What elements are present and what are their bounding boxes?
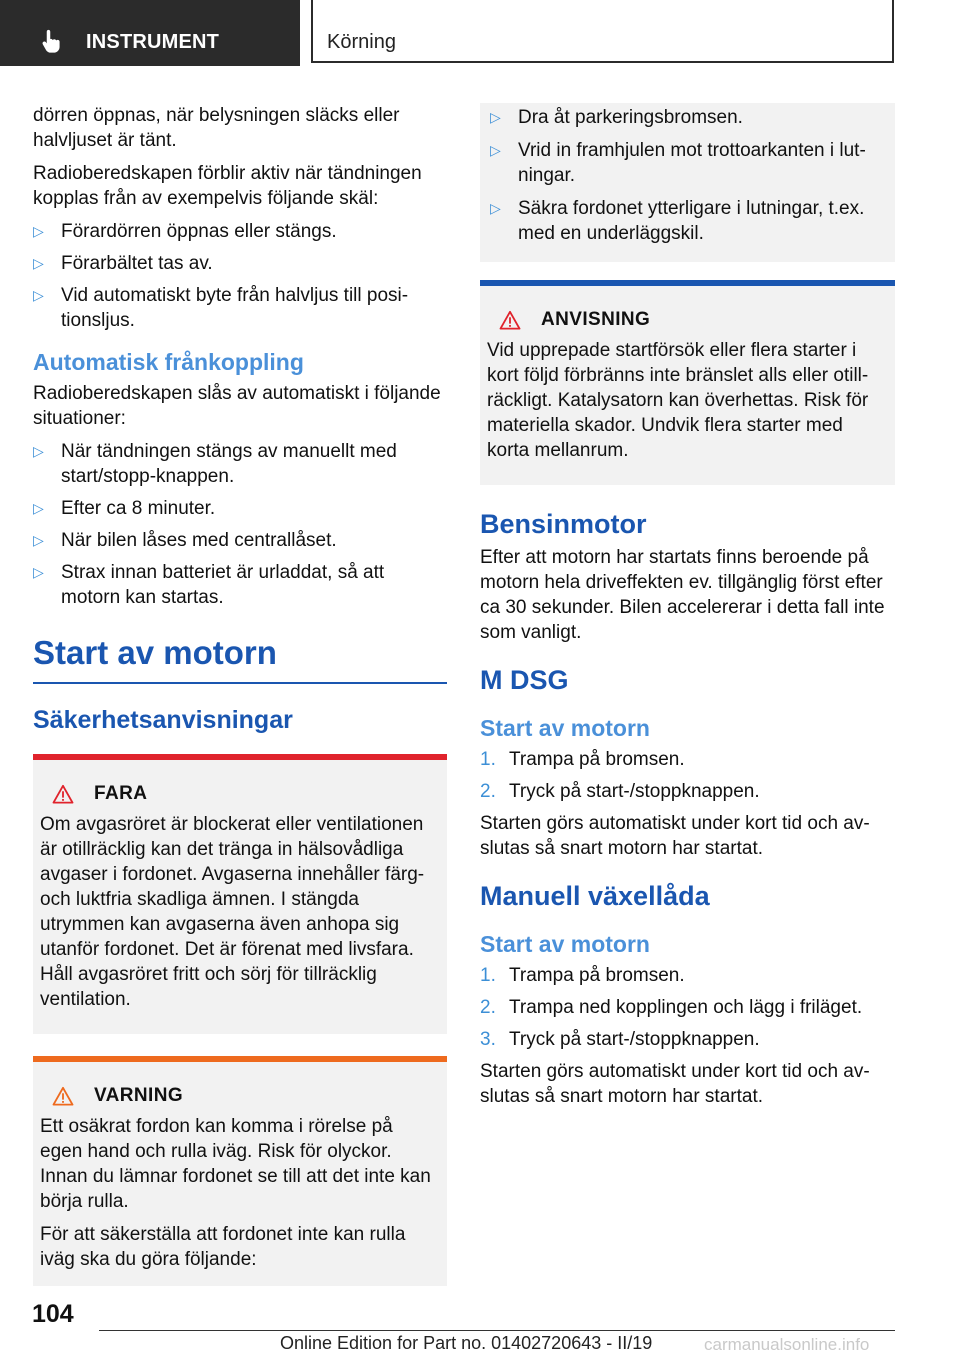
- hand-pointer-icon: [38, 27, 66, 55]
- danger-notice: [33, 754, 447, 1034]
- page-header: [0, 0, 960, 66]
- triangle-bullet-icon: ▷: [33, 564, 44, 580]
- list-item: 2. Tryck på start-/stoppknappen.: [480, 781, 760, 802]
- page-number: 104: [32, 1300, 74, 1328]
- reasons-list: [33, 219, 447, 333]
- list-item: ▷ Strax innan batteriet är urladdat, så att motorn kan startas.: [33, 562, 385, 608]
- m-dsg-steps: [480, 747, 895, 804]
- danger-title: FARA: [94, 783, 148, 804]
- info-text: Vid upprepade startförsök eller flera starter i kort följd förbränns inte bränslet alls eller otillräckligt. Katalysatorn kan överhettas. Risk för materiella skador. Undvik flera starter med korta mellanrum.: [487, 340, 869, 461]
- list-item: 2. Trampa ned kopplingen och lägg i friläget.: [480, 997, 863, 1018]
- continued-list: [490, 105, 885, 246]
- list-item: ▷ Säkra fordonet ytterligare i lutningar, t.ex. med en underläggskil.: [490, 198, 865, 244]
- edition-text: Online Edition for Part no. 01402720643 - II/19: [280, 1333, 653, 1353]
- intro-paragraph-1: dörren öppnas, när belysningen släcks eller halvljuset är tänt.: [33, 105, 400, 151]
- triangle-bullet-icon: ▷: [33, 223, 44, 239]
- watermark: carmanualsonline.info: [704, 1335, 870, 1354]
- triangle-bullet-icon: ▷: [490, 109, 501, 125]
- triangle-bullet-icon: ▷: [490, 142, 501, 158]
- right-column: [480, 103, 895, 1117]
- list-item: ▷ Vrid in framhjulen mot trottoarkanten i lutningar.: [490, 140, 866, 186]
- list-item: ▷ Dra åt parkeringsbromsen.: [490, 107, 743, 128]
- list-item: ▷ Förarbältet tas av.: [33, 253, 213, 274]
- warning-triangle-icon: [52, 784, 74, 804]
- triangle-bullet-icon: ▷: [33, 443, 44, 459]
- list-item: ▷ Förardörren öppnas eller stängs.: [33, 221, 337, 242]
- list-item: ▷ Efter ca 8 minuter.: [33, 498, 216, 519]
- section-tab: [0, 0, 300, 66]
- triangle-bullet-icon: ▷: [33, 500, 44, 516]
- warning-triangle-icon: [499, 310, 521, 330]
- danger-text: Om avgasröret är blockerat eller ventilationen är otillräcklig kan det tränga in hälsovådliga avgaser i fordonet. Avgaserna innehåller färg- och luktfria skadliga ämnen. I stängda utrymmen kan avgaserna även anhopa sig utanför fordonet. Det är förenat med livsfara. Håll avgasröret fritt och sörj för tillräcklig ventilation.: [40, 814, 425, 1010]
- heading-manual-start: Start av motorn: [480, 931, 650, 957]
- info-title: ANVISNING: [541, 309, 651, 330]
- m-dsg-paragraph: Starten görs automatiskt under kort tid och avslutas så snart motorn har startat.: [480, 813, 870, 859]
- list-item: 1. Trampa på bromsen.: [480, 965, 685, 986]
- warning-title: VARNING: [94, 1085, 184, 1106]
- auto-list: [33, 439, 447, 610]
- manual-steps: [480, 963, 895, 1052]
- heading-petrol-engine: Bensinmotor: [480, 509, 647, 539]
- section-label: INSTRUMENT: [86, 31, 220, 53]
- info-notice: [480, 280, 895, 485]
- manual-paragraph: Starten görs automatiskt under kort tid och avslutas så snart motorn har startat.: [480, 1061, 870, 1107]
- intro-paragraph-2: Radioberedskapen förblir aktiv när tändningen kopplas från av exempelvis följande skäl:: [33, 163, 422, 209]
- warning-text-2: För att säkerställa att fordonet inte kan rulla iväg ska du göra följande:: [40, 1224, 406, 1270]
- warning-text-1: Ett osäkrat fordon kan komma i rörelse på egen hand och rulla iväg. Risk för olyckor. Innan du lämnar fordonet se till att det inte kan börja rulla.: [40, 1116, 431, 1212]
- left-column: [33, 103, 447, 1298]
- list-item: ▷ När bilen låses med centrallåset.: [33, 530, 337, 551]
- warning-triangle-icon: [52, 1086, 74, 1106]
- heading-automatic-shutoff: Automatisk frånkoppling: [33, 349, 304, 375]
- list-item: ▷ Vid automatiskt byte från halvljus till positionsljus.: [33, 285, 409, 331]
- list-item: ▷ När tändningen stängs av manuellt med start/stopp-knappen.: [33, 441, 397, 487]
- list-item: 3. Tryck på start-/stoppknappen.: [480, 1029, 760, 1050]
- heading-start-engine: Start av motorn: [33, 632, 447, 684]
- heading-m-dsg: M DSG: [480, 665, 569, 695]
- chapter-label: Körning: [327, 31, 396, 53]
- warning-notice: [33, 1056, 447, 1286]
- heading-manual-gearbox: Manuell växellåda: [480, 881, 710, 911]
- auto-paragraph: Radioberedskapen slås av automatiskt i följande situationer:: [33, 383, 441, 429]
- triangle-bullet-icon: ▷: [33, 287, 44, 303]
- heading-m-dsg-start: Start av motorn: [480, 715, 650, 741]
- triangle-bullet-icon: ▷: [33, 255, 44, 271]
- petrol-paragraph: Efter att motorn har startats finns beroende på motorn hela driveffekten ev. tillgänglig först efter ca 30 sekunder. Bilen accelererar i detta fall inte som vanligt.: [480, 547, 885, 643]
- triangle-bullet-icon: ▷: [33, 532, 44, 548]
- triangle-bullet-icon: ▷: [490, 200, 501, 216]
- footer-divider: [99, 1330, 895, 1331]
- list-item: 1. Trampa på bromsen.: [480, 749, 685, 770]
- continued-list-box: [480, 103, 895, 262]
- heading-safety: Säkerhetsanvisningar: [33, 706, 293, 734]
- chapter-box: [311, 0, 894, 63]
